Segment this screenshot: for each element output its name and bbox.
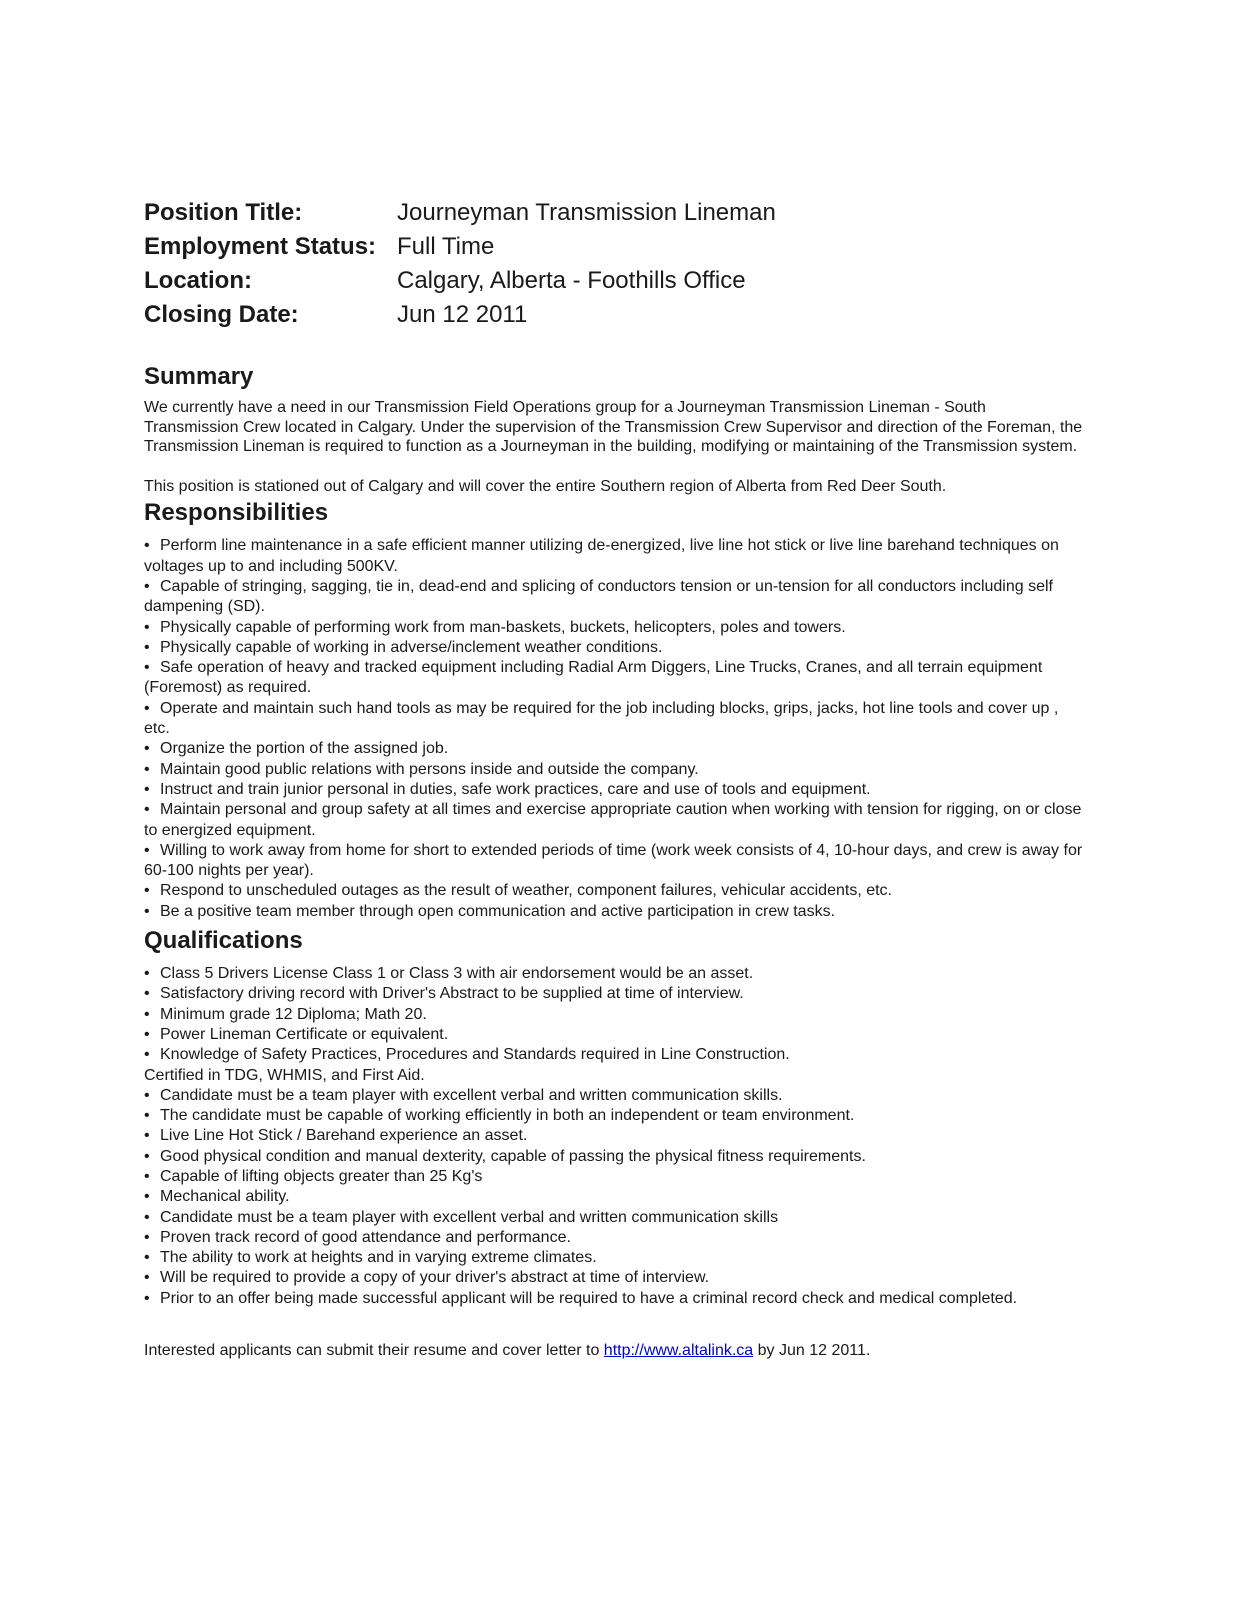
list-item-text: Prior to an offer being made successful applicant will be required to have a criminal record check and medical completed.: [160, 1289, 1018, 1307]
list-item-text: Be a positive team member through open communication and active participation in crew tasks.: [160, 902, 836, 920]
list-item-text: Class 5 Drivers License Class 1 or Class 3 with air endorsement would be an asset.: [160, 965, 754, 983]
bullet-icon: •: [144, 760, 150, 778]
closing-statement: [144, 1341, 1084, 1361]
job-posting-document: [144, 196, 1084, 1377]
bullet-icon: •: [144, 801, 150, 819]
list-item-text: Capable of lifting objects greater than 25 Kg's: [160, 1167, 483, 1185]
list-item: [144, 800, 1084, 841]
list-item-text: Mechanical ability.: [160, 1188, 290, 1206]
list-item-text: Power Lineman Certificate or equivalent.: [160, 1025, 449, 1043]
location-value: Calgary, Alberta - Foothills Office: [397, 267, 746, 294]
list-item-text: Operate and maintain such hand tools as may be required for the job including blocks, grips, jacks, hot line tools and cover up , etc.: [144, 699, 1059, 738]
list-item-text: Maintain good public relations with persons inside and outside the company.: [160, 760, 699, 778]
list-item-text: Knowledge of Safety Practices, Procedures and Standards required in Line Construction.: [160, 1046, 790, 1064]
bullet-icon: •: [144, 1208, 150, 1226]
list-item-text: Satisfactory driving record with Driver's Abstract to be supplied at time of interview.: [160, 985, 744, 1003]
list-item: [144, 536, 1084, 577]
bullet-icon: •: [144, 882, 150, 900]
list-item: [144, 1126, 1084, 1146]
bullet-icon: •: [144, 1046, 150, 1064]
position-title-row: [144, 196, 776, 230]
bullet-icon: •: [144, 780, 150, 798]
list-item: [144, 1005, 1084, 1025]
bullet-icon: •: [144, 577, 150, 595]
location-label: Location:: [144, 267, 252, 294]
list-item-text: Perform line maintenance in a safe efficient manner utilizing de-energized, live line hot stick or live line barehand techniques on voltages up to and including 500KV.: [144, 537, 1059, 575]
position-title-label: Position Title:: [144, 199, 303, 226]
closing-date-label: Closing Date:: [144, 301, 299, 328]
bullet-icon: •: [144, 659, 150, 677]
list-item-text: Proven track record of good attendance and performance.: [160, 1228, 571, 1246]
closing-prefix: Interested applicants can submit their resume and cover letter to: [144, 1342, 604, 1360]
bullet-icon: •: [144, 965, 150, 983]
list-item-text: Candidate must be a team player with excellent verbal and written communication skills: [160, 1208, 779, 1226]
closing-date-row: [144, 298, 776, 332]
list-item: [144, 1228, 1084, 1248]
position-info-table: [144, 196, 776, 332]
list-item: [144, 658, 1084, 699]
bullet-icon: •: [144, 1167, 150, 1185]
list-item-text: Minimum grade 12 Diploma; Math 20.: [160, 1005, 427, 1023]
list-item: [144, 1147, 1084, 1167]
employment-status-label: Employment Status:: [144, 233, 377, 260]
employment-status-value: Full Time: [397, 233, 495, 260]
list-item-text: Respond to unscheduled outages as the result of weather, component failures, vehicular accidents, etc.: [160, 882, 892, 900]
application-link[interactable]: http://www.altalink.ca: [603, 1342, 754, 1360]
bullet-icon: •: [144, 699, 150, 717]
position-title-value: Journeyman Transmission Lineman: [397, 199, 776, 226]
list-item-text: Maintain personal and group safety at all times and exercise appropriate caution when working with tension for rigging, on or close to energized equipment.: [144, 801, 1082, 839]
closing-suffix: by Jun 12 2011.: [753, 1342, 871, 1360]
list-item-text: Certified in TDG, WHMIS, and First Aid.: [144, 1066, 425, 1084]
list-item: [144, 1086, 1084, 1106]
bullet-icon: •: [144, 638, 150, 656]
closing-date-value: Jun 12 2011: [397, 301, 528, 328]
bullet-icon: •: [144, 1025, 150, 1043]
list-item-text: Live Line Hot Stick / Barehand experience an asset.: [160, 1127, 528, 1145]
list-item-text: Organize the portion of the assigned job.: [160, 740, 449, 758]
list-item-text: The ability to work at heights and in varying extreme climates.: [160, 1249, 597, 1267]
list-item-text: Physically capable of performing work from man-baskets, buckets, helicopters, poles and towers.: [160, 618, 846, 636]
list-item: [144, 984, 1084, 1004]
list-item: [144, 760, 1084, 780]
list-item-text: Instruct and train junior personal in duties, safe work practices, care and use of tools and equipment.: [160, 780, 871, 798]
list-item: [144, 1208, 1084, 1228]
list-item: [144, 1025, 1084, 1045]
bullet-icon: •: [144, 1249, 150, 1267]
list-item-text: Candidate must be a team player with excellent verbal and written communication skills.: [160, 1086, 783, 1104]
bullet-icon: •: [144, 1228, 150, 1246]
list-item: [144, 1268, 1084, 1288]
list-item: [144, 638, 1084, 658]
bullet-icon: •: [144, 1269, 150, 1287]
bullet-icon: •: [144, 902, 150, 920]
list-item-text: Safe operation of heavy and tracked equipment including Radial Arm Diggers, Line Trucks, Cranes, and all terrain equipment (Foremost) as required.: [144, 659, 1043, 697]
list-item: [144, 841, 1084, 882]
list-item: [144, 902, 1084, 922]
list-item-text: Capable of stringing, sagging, tie in, dead-end and splicing of conductors tension or un-tension for all conductors including self dampening (SD).: [144, 577, 1053, 616]
list-item: [144, 1167, 1084, 1187]
list-item: [144, 1187, 1084, 1207]
list-item-text: Physically capable of working in adverse/inclement weather conditions.: [160, 638, 663, 656]
qualifications-heading: Qualifications: [144, 927, 303, 955]
responsibilities-heading: Responsibilities: [144, 499, 329, 527]
bullet-icon: •: [144, 1188, 150, 1206]
bullet-icon: •: [144, 1005, 150, 1023]
responsibilities-list: [144, 536, 1084, 922]
bullet-icon: •: [144, 1107, 150, 1125]
list-item: [144, 577, 1084, 618]
employment-status-row: [144, 230, 776, 264]
bullet-icon: •: [144, 1289, 150, 1307]
list-item: [144, 964, 1084, 984]
bullet-icon: •: [144, 1086, 150, 1104]
bullet-icon: •: [144, 1147, 150, 1165]
list-item-unbulleted: [144, 1066, 1084, 1086]
list-item-text: Will be required to provide a copy of your driver's abstract at time of interview.: [160, 1269, 710, 1287]
bullet-icon: •: [144, 740, 150, 758]
list-item: [144, 1289, 1084, 1309]
list-item: [144, 881, 1084, 901]
list-item-text: Willing to work away from home for short to extended periods of time (work week consists of 4, 10-hour days, and crew is away for 60-100 nights per year).: [144, 841, 1083, 880]
list-item: [144, 1045, 1084, 1065]
bullet-icon: •: [144, 1127, 150, 1145]
bullet-icon: •: [144, 537, 150, 555]
list-item: [144, 780, 1084, 800]
list-item-text: Good physical condition and manual dexterity, capable of passing the physical fitness requirements.: [160, 1147, 866, 1165]
bullet-icon: •: [144, 841, 150, 859]
location-row: [144, 264, 776, 298]
summary-paragraph: We currently have a need in our Transmission Field Operations group for a Journeyman Transmission Lineman - South Transmission Crew located in Calgary. Under the supervision of the Transmission Crew Supervisor and direction of the Foreman, the Transmission Lineman is required to function as a Journeyman in the building, modifying or maintaining of the Transmission system.: [144, 399, 1083, 456]
summary-paragraph: This position is stationed out of Calgary and will cover the entire Southern region of Alberta from Red Deer South.: [144, 477, 947, 495]
list-item: [144, 618, 1084, 638]
list-item: [144, 1106, 1084, 1126]
list-item: [144, 739, 1084, 759]
summary-heading: Summary: [144, 363, 254, 390]
bullet-icon: •: [144, 985, 150, 1003]
bullet-icon: •: [144, 618, 150, 636]
list-item: [144, 1248, 1084, 1268]
list-item-text: The candidate must be capable of working efficiently in both an independent or team environment.: [160, 1107, 855, 1125]
qualifications-list: [144, 964, 1084, 1309]
list-item: [144, 699, 1084, 740]
